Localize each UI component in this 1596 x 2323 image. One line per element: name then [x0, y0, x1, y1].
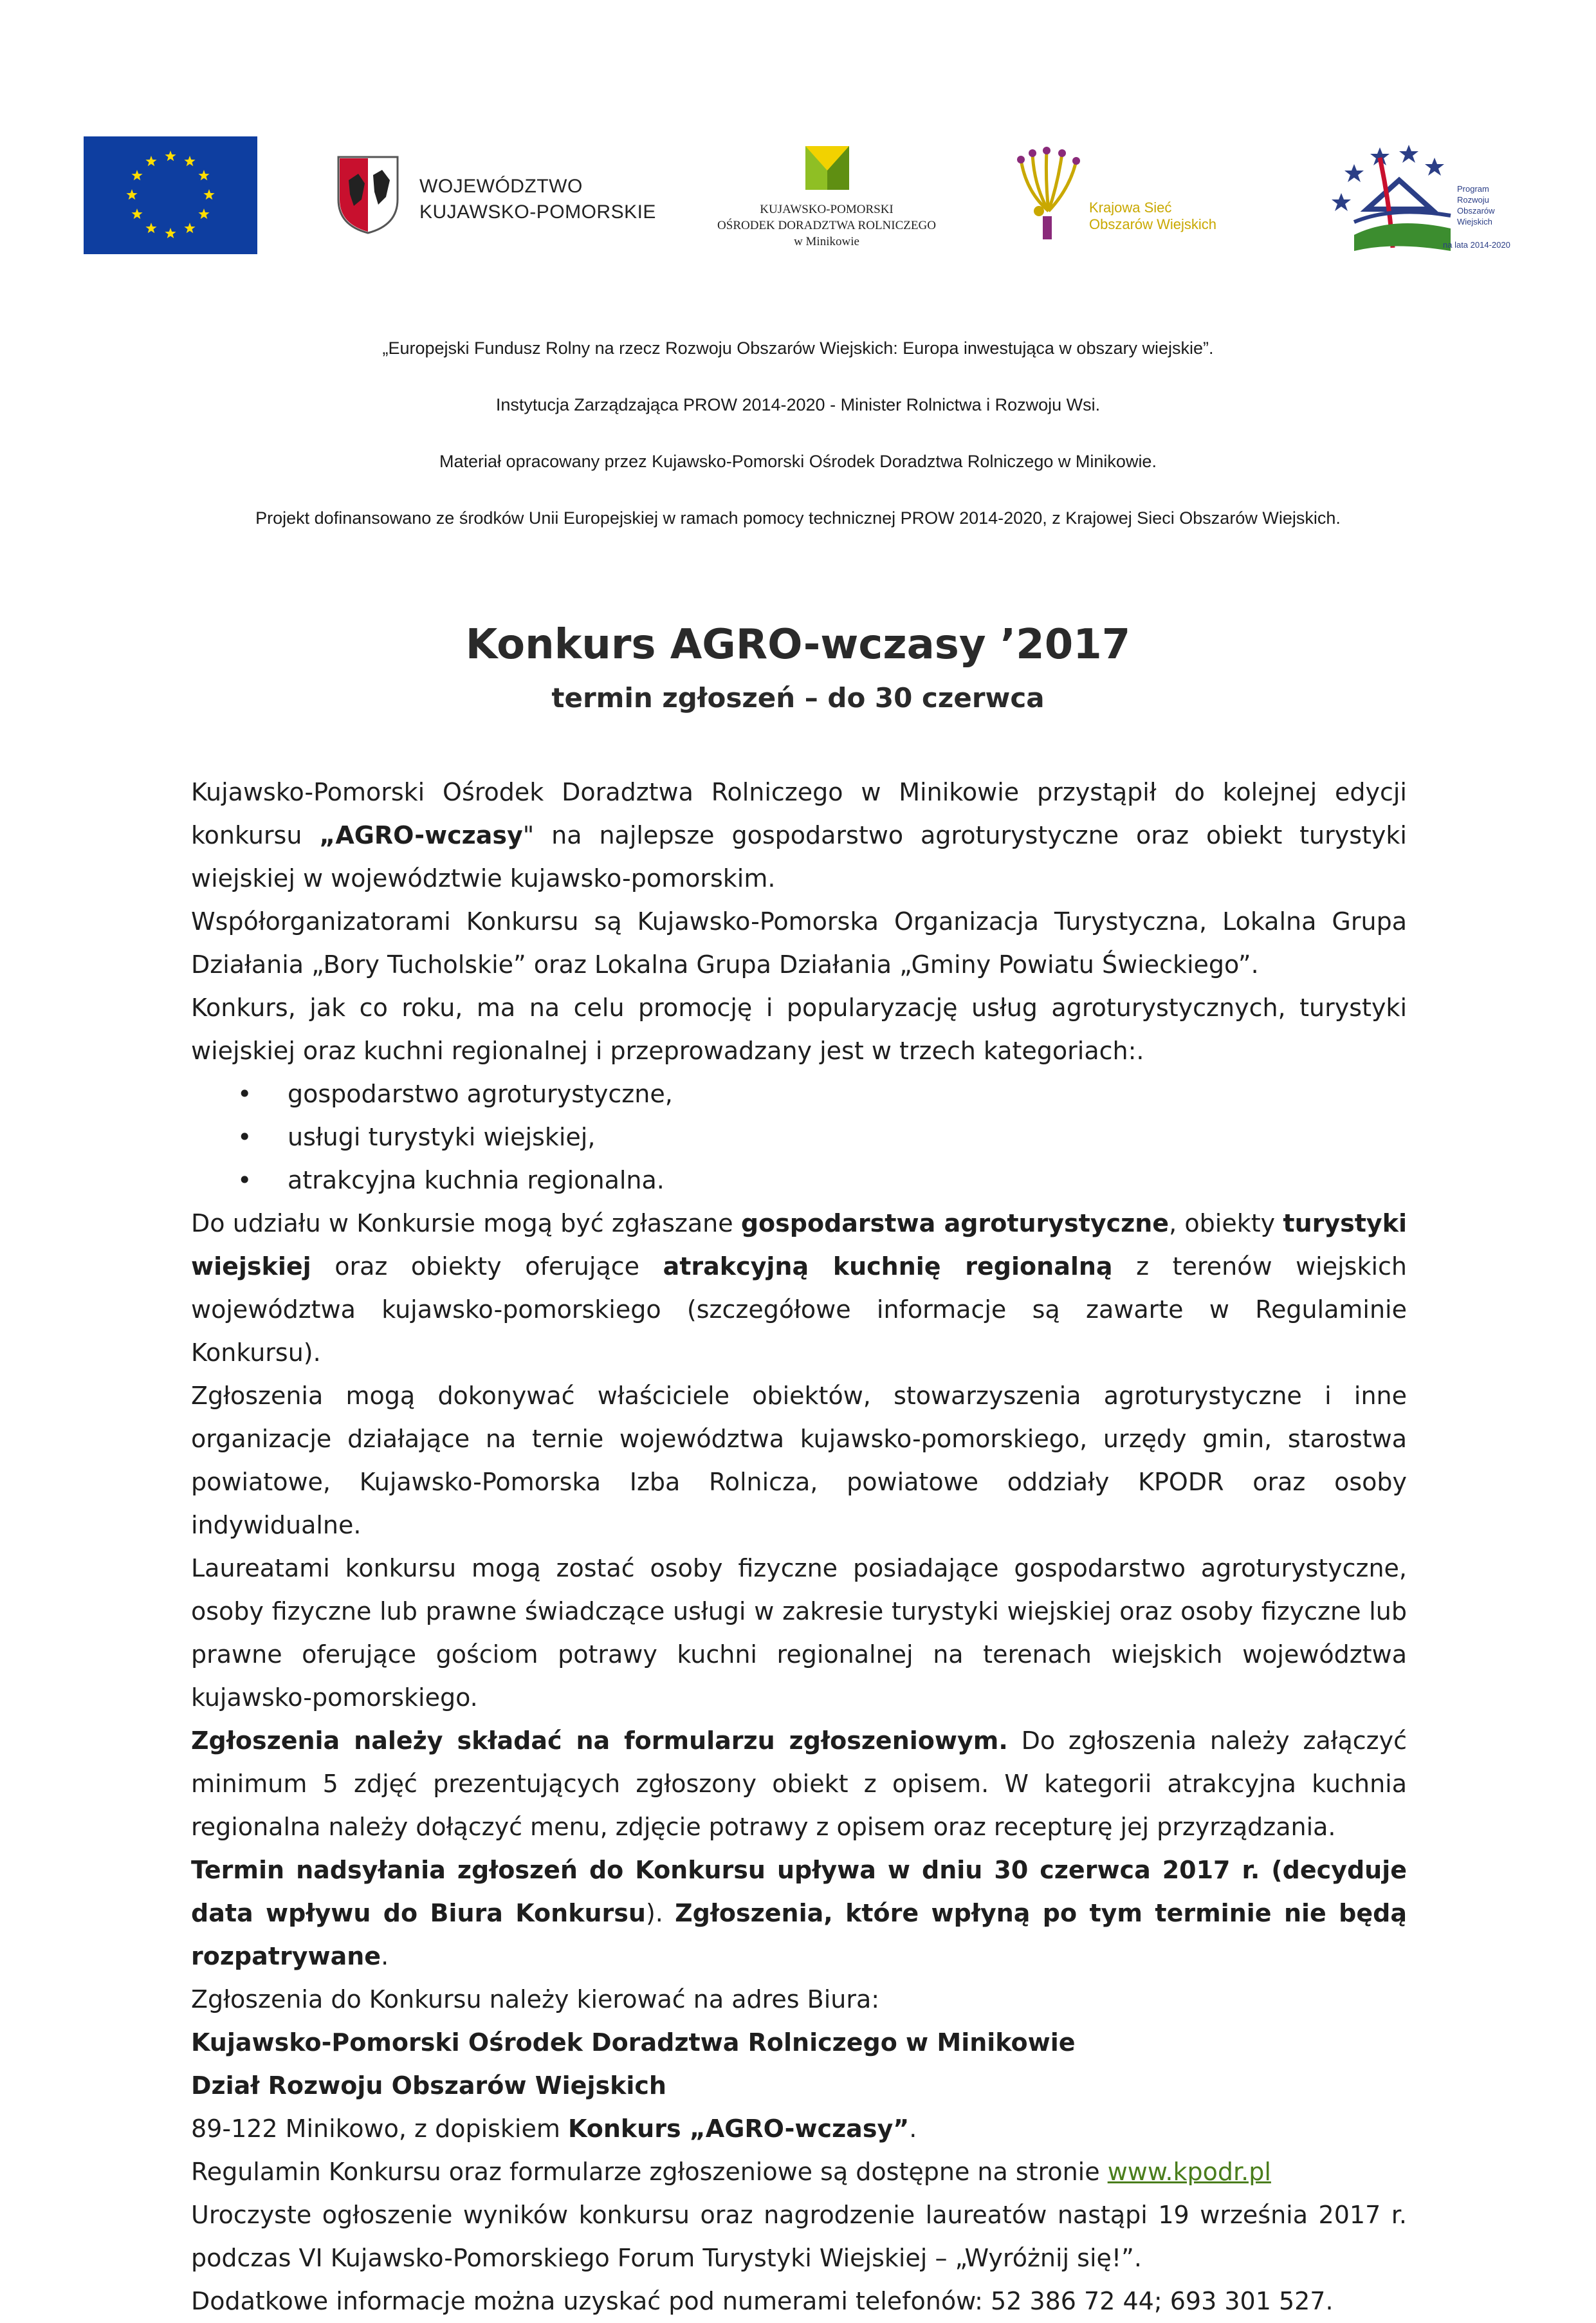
paragraph-laureates: Laureatami konkursu mogą zostać osoby fizyczne posiadające gospodarstwo agroturystyczne, osoby fizyczne lub prawne świadczące usługi w zakresie turystyki wiejskiej oraz osoby fizyczne lub prawne oferujące gościom potrawy kuchni regionalnej na terenach wiejskich województwa kujawsko-pomorskiego.	[191, 1554, 1407, 1712]
funding-line-4: Projekt dofinansowano ze środków Unii Europejskiej w ramach pomocy technicznej PROW 2014-2020, z Krajowej Sieci Obszarów Wiejskich.	[255, 508, 1341, 528]
address-line-3: 89-122 Minikowo, z dopiskiem Konkurs „AGRO-wczasy”.	[191, 2115, 917, 2143]
ksow-logo-line2: Obszarów Wiejskich	[1089, 216, 1217, 232]
coat-of-arms-icon	[336, 154, 400, 235]
kpodr-logo-line3: w Minikowie	[794, 235, 859, 248]
address-line-2: Dział Rozwoju Obszarów Wiejskich	[191, 2071, 666, 2100]
address-line-1: Kujawsko-Pomorski Ośrodek Doradztwa Rolniczego w Minikowie	[191, 2028, 1076, 2057]
kpodr-mark-icon	[804, 145, 850, 191]
prow-logo-line2: Rozwoju	[1457, 195, 1489, 205]
ksow-logo-line1: Krajowa Sieć	[1089, 199, 1172, 216]
eu-flag-icon	[84, 136, 257, 254]
voivodeship-logo-line1: WOJEWÓDZTWO	[419, 176, 583, 197]
voivodeship-logo-line2: KUJAWSKO-POMORSKIE	[419, 201, 656, 223]
paragraph-form: Zgłoszenia należy składać na formularzu zgłoszeniowym. Do zgłoszenia należy załączyć minimum 5 zdjęć prezentujących zgłoszony obiekt z opisem. W kategorii atrakcyjna kuchnia regionalna należy dołączyć menu, zdjęcie potrawy z opisem oraz recepturę jej przyrządzania.	[191, 1726, 1407, 1841]
eu-flag-logo	[84, 136, 257, 254]
document-title: Konkurs AGRO-wczasy ’2017	[465, 621, 1131, 669]
voivodeship-logo	[336, 154, 657, 238]
paragraph-eligible-objects: Do udziału w Konkursie mogą być zgłaszane gospodarstwa agroturystyczne, obiekty turystyki wiejskiej oraz obiekty oferujące atrakcyjną kuchnię regionalną z terenów wiejskich województwa kujawsko-pomorskiego (szczegółowe informacje są zawarte w Regulaminie Konkursu).	[191, 1209, 1408, 1367]
funding-line-2: Instytucja Zarządzająca PROW 2014-2020 - Minister Rolnictwa i Rozwoju Wsi.	[495, 395, 1101, 414]
kpodr-logo-line1: KUJAWSKO-POMORSKI	[760, 203, 894, 216]
prow-logo-line3: Obszarów	[1457, 206, 1495, 216]
paragraph-results: Uroczyste ogłoszenie wyników konkursu oraz nagrodzenie laureatów nastąpi 19 września 2017 r. podczas VI Kujawsko-Pomorskiego Forum Turystyki Wiejskiej – „Wyróżnij się!”.	[191, 2201, 1407, 2272]
category-list	[191, 1073, 1407, 1202]
list-item: • atrakcyjna kuchnia regionalna.	[288, 1159, 1407, 1202]
paragraph-goal: Konkurs, jak co roku, ma na celu promocję i popularyzację usług agroturystycznych, turystyki wiejskiej oraz kuchni regionalnej i przeprowadzany jest w trzech kategoriach:.	[191, 994, 1407, 1065]
paragraph-regulations: Regulamin Konkursu oraz formularze zgłoszeniowe są dostępne na stronie www.kpodr.pl	[191, 2158, 1271, 2186]
prow-logo-years: na lata 2014-2020	[1443, 240, 1510, 250]
paragraph-address-intro: Zgłoszenia do Konkursu należy kierować na adres Biura:	[191, 1985, 880, 2013]
logo-strip	[0, 0, 1596, 270]
prow-logo-line4: Wiejskich	[1457, 217, 1492, 227]
ksow-logo	[1013, 147, 1258, 243]
prow-logo-line1: Program	[1457, 184, 1489, 194]
funding-notes	[0, 338, 1596, 564]
funding-line-3: Materiał opracowany przez Kujawsko-Pomorski Ośrodek Doradztwa Rolniczego w Minikowie.	[439, 452, 1157, 471]
funding-line-1: „Europejski Fundusz Rolny na rzecz Rozwoju Obszarów Wiejskich: Europa inwestująca w obszary wiejskie”.	[382, 338, 1214, 358]
document-subtitle: termin zgłoszeń – do 30 czerwca	[551, 682, 1045, 714]
paragraph-contact: Dodatkowe informacje można uzyskać pod numerami telefonów: 52 386 72 44; 693 301 527.	[191, 2287, 1334, 2315]
kpodr-website-link[interactable]: www.kpodr.pl	[1107, 2158, 1271, 2186]
paragraph-coorganizers: Współorganizatorami Konkursu są Kujawsko-Pomorska Organizacja Turystyczna, Lokalna Grupa Działania „Bory Tucholskie” oraz Lokalna Grupa Działania „Gminy Powiatu Świeckiego”.	[191, 907, 1407, 979]
ksow-mark-icon	[1013, 147, 1084, 243]
paragraph-deadline: Termin nadsyłania zgłoszeń do Konkursu upływa w dniu 30 czerwca 2017 r. (decyduje data wpływu do Biura Konkursu). Zgłoszenia, które wpłyną po tym terminie nie będą rozpatrywane.	[191, 1856, 1407, 1970]
kpodr-logo	[704, 145, 949, 254]
kpodr-logo-line2: OŚRODEK DORADZTWA ROLNICZEGO	[717, 219, 936, 232]
prow-mark-icon	[1328, 138, 1457, 257]
prow-logo	[1328, 138, 1509, 264]
list-item: • usługi turystyki wiejskiej,	[288, 1116, 1407, 1159]
paragraph-applicants: Zgłoszenia mogą dokonywać właściciele obiektów, stowarzyszenia agroturystyczne i inne organizacje działające na ternie województwa kujawsko-pomorskiego, urzędy gmin, starostwa powiatowe, Kujawsko-Pomorska Izba Rolnicza, powiatowe oddziały KPODR oraz osoby indywidualne.	[191, 1382, 1407, 1539]
paragraph-intro: Kujawsko-Pomorski Ośrodek Doradztwa Rolniczego w Minikowie przystąpił do kolejnej edycji konkursu „AGRO-wczasy" na najlepsze gospodarstwo agroturystyczne oraz obiekt turystyki wiejskiej w województwie kujawsko-pomorskim.	[191, 778, 1407, 893]
document-body	[191, 771, 1407, 2323]
list-item: • gospodarstwo agroturystyczne,	[288, 1073, 1407, 1116]
